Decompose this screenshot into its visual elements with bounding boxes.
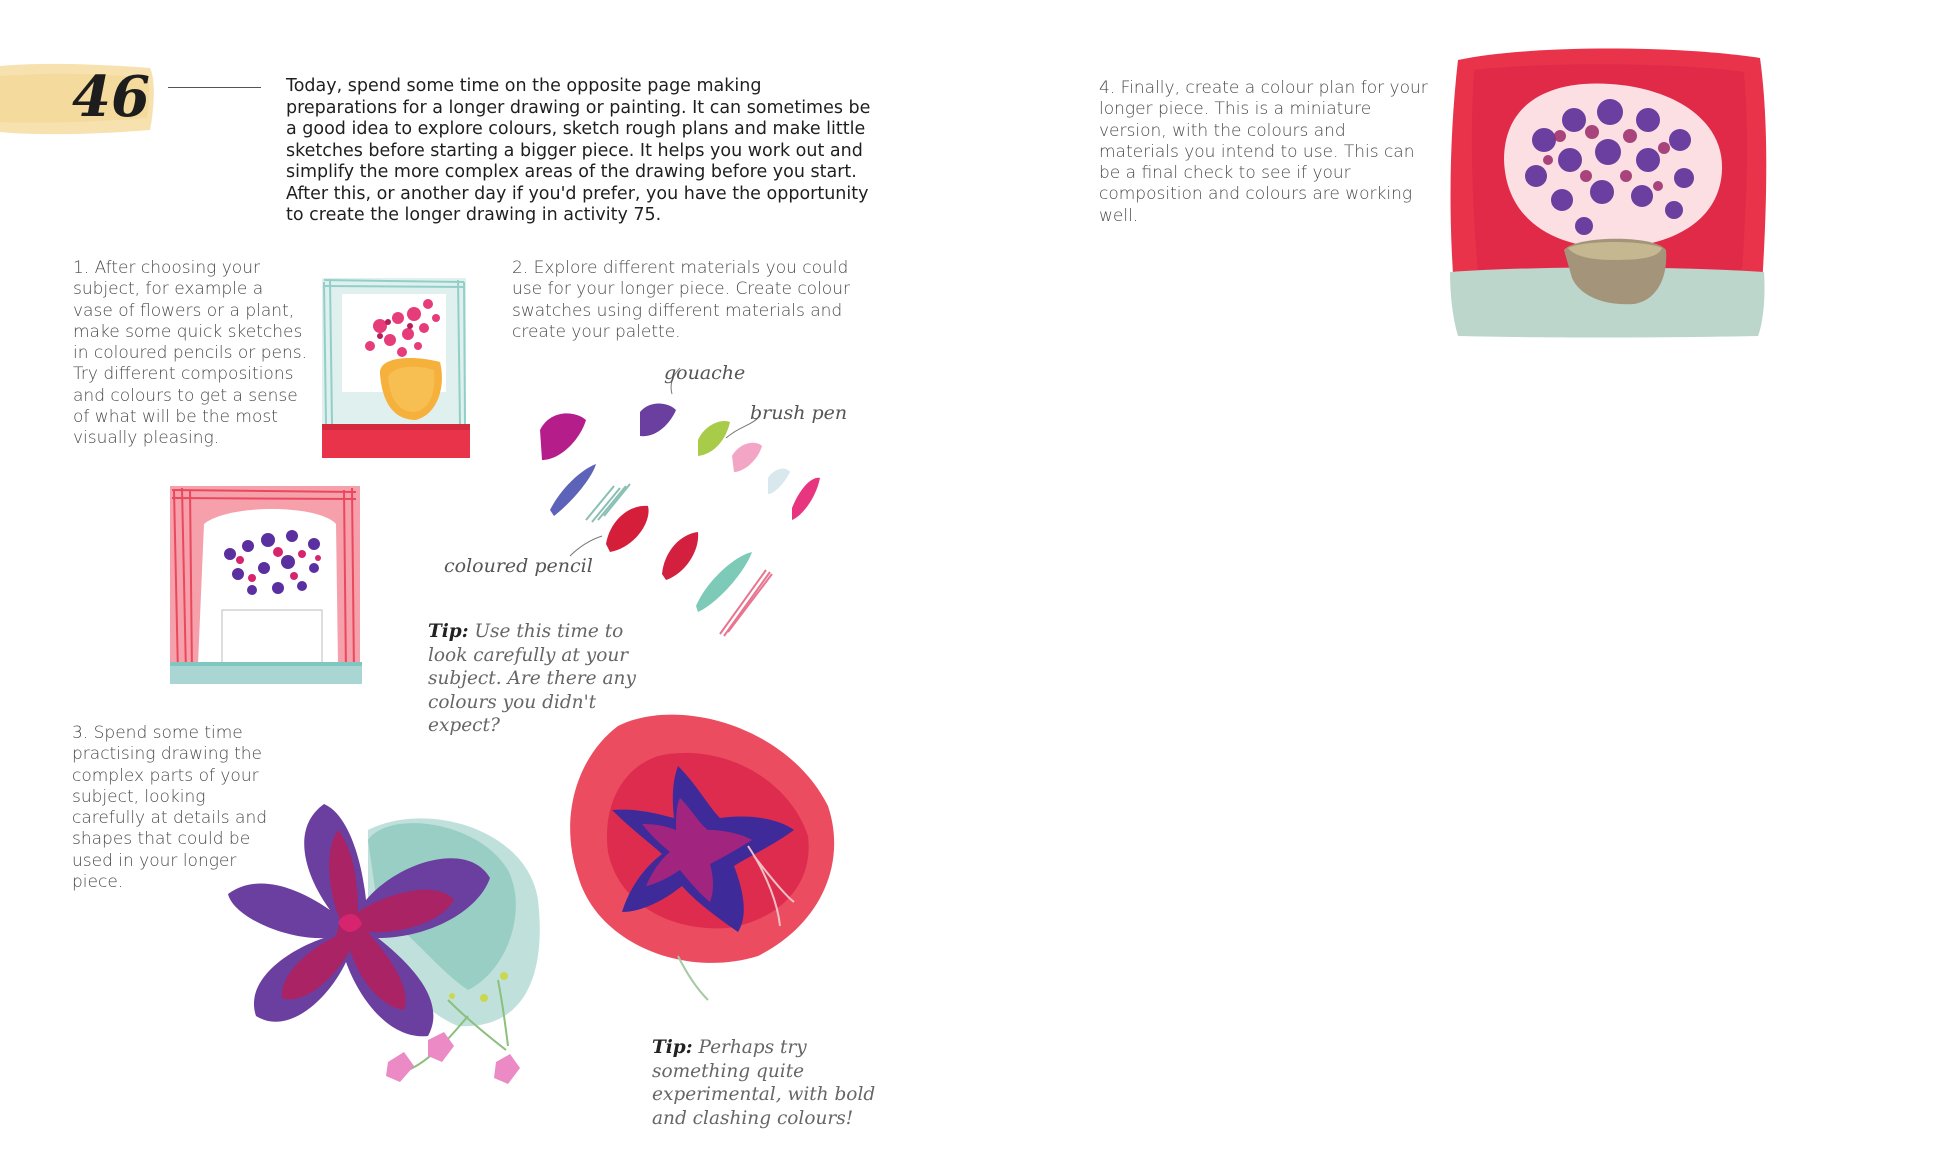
swatch-gouache-red (606, 506, 649, 552)
watercolour-flower-red (558, 706, 838, 1006)
step-3-text: 3. Spend some time practising drawing the complex parts of your subject, looking carefully at details and shapes that could be used in your longer piece. (72, 723, 268, 893)
step-1-text: 1. After choosing your subject, for example a vase of flowers or a plant, make some quick sketches in coloured pencils or pens. Try different compositions and colours to get a sense of what will be the most visually pleasing. (73, 258, 307, 449)
swatch-label-gouache: gouache (664, 362, 746, 384)
swatch-gouache-rose (792, 478, 820, 520)
intro-paragraph-2: After this, or another day if you'd prefer, you have the opportunity to create the longer drawing in activity 75. (286, 183, 869, 225)
activity-number: 46 (72, 64, 150, 130)
swatch-label-coloured-pencil: coloured pencil (444, 555, 593, 577)
coloured-pencil-pointer-line (570, 536, 602, 556)
colour-plan-painting (1444, 40, 1774, 340)
swatch-gouache-purple (640, 404, 676, 437)
header-rule (168, 87, 261, 88)
swatch-gouache-crimson (662, 532, 698, 580)
vase-sketch-pencil-1 (318, 274, 472, 470)
watercolour-flower-purple (228, 800, 558, 1106)
activity-badge (0, 60, 160, 138)
tip-1-text: Use this time to look carefully at your subject. Are there any colours you didn't expect? (428, 621, 636, 736)
intro-paragraph-1: Today, spend some time on the opposite page making preparations for a longer drawing or painting. It can sometimes be a good idea to explore colours, sketch rough plans and make little sketches before starting a bigger piece. It helps you work out and simplify the more complex areas of the drawing before you start. (286, 76, 871, 182)
swatch-label-brush-pen: brush pen (750, 402, 848, 424)
tip-1-label: Tip: (428, 621, 469, 642)
swatch-gouache-lime (698, 421, 730, 456)
tip-2-label: Tip: (652, 1037, 693, 1058)
step-4-text: 4. Finally, create a colour plan for your longer piece. This is a miniature version, with the colours and materials you intend to use. This can be a final check to see if your composition and colours are working well. (1099, 78, 1428, 226)
swatch-brush-teal (696, 552, 752, 612)
tip-2 (652, 1036, 892, 1130)
swatch-brush-blue (550, 464, 596, 516)
swatch-gouache-pink (732, 443, 762, 472)
vase-sketch-pencil-2 (168, 484, 364, 690)
swatch-gouache-magenta (540, 413, 586, 460)
swatch-gouache-pale (768, 469, 790, 494)
step-2-text: 2. Explore different materials you could use for your longer piece. Create colour swatches using different materials and create your palette. (512, 258, 850, 342)
tip-2-text: Perhaps try something quite experimental, with bold and clashing colours! (652, 1037, 876, 1129)
intro-text (286, 76, 876, 227)
